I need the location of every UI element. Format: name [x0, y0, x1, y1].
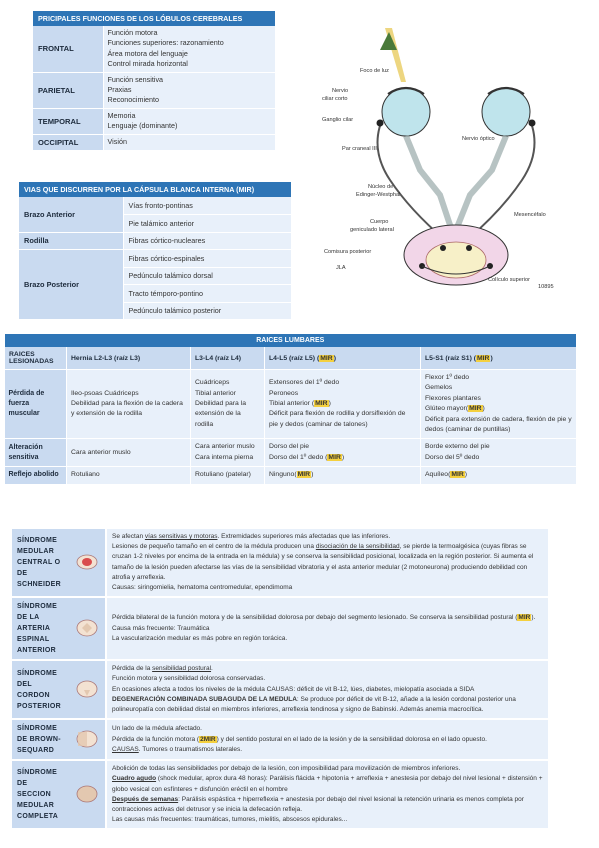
- label-nervio-optico: Nervio óptico: [462, 136, 495, 142]
- cell-reflejo-l4: Rotuliano (patelar): [191, 467, 265, 484]
- spinal-cord-icon: [68, 719, 106, 760]
- header-l4: L3-L4 (raíz L4): [191, 347, 265, 370]
- function-item: Área motora del lenguaje: [107, 48, 188, 58]
- function-item: Función sensitiva: [107, 74, 164, 84]
- cell-sensitiva-l3: Cara anterior muslo: [67, 439, 191, 467]
- label-comisura: Comisura posterior: [324, 249, 372, 255]
- header-l5: L4-L5 (raíz L5) (MIR): [265, 347, 421, 370]
- sindrome-description: Abolición de todas las sensibilidades por debajo de la lesión, con imposibilidad para movilización de miembros inferiores. Cuadro agudo (shock medular, aprox dura 48 horas): Parálisis flácida + hipotonía + arreflexia + anestesia por debajo del nivel lesional + distensión + globo vesical con esfínteres + disfunción eréctil en el hombre Después de semanas: Parálisis espástica + hiperreflexia + anestesia por debajo del nivel lesional la retención urinaria es menos completa por contracciones activas del detrusor y se inicia la defecación refleja. Las causas más frecuentes: traumáticas, tumores, mielitis, abscesos epidurales...: [106, 760, 548, 829]
- spinal-cord-icon: [68, 597, 106, 660]
- label-coliculo: Colículo superior: [488, 277, 530, 283]
- function-item: Control mirada horizontal: [107, 59, 188, 69]
- cell-sensitiva-s1: Borde externo del pie Dorso del 5º dedo: [421, 439, 577, 467]
- lobe-occipital: OCCIPITAL: [33, 134, 103, 150]
- sindrome-description: Pérdida de la sensibilidad postural. Función motora y sensibilidad dolorosa conservadas. En ocasiones afecta a todos los niveles de la médula CAUSAS: déficit de vit B-12, lúes, diabetes, mielopatía asociada a SIDA DEGENERACIÓN COMBINADA SUBAGUDA DE LA MEDULA: Se produce por déficit de vit B-12, añade a la lesión cordonal posterior una polineuropatía con debilidad distal en miembros inferiores, arreflexia tendinosa y signo de Babinski. Además anemia macrocítica.: [106, 660, 548, 719]
- spinal-cord-icon: [68, 660, 106, 719]
- label-nervio-ciliar-1: Nervio: [332, 88, 349, 94]
- cell-perdida-l4: Cuádriceps Tibial anterior Debilidad para la extensión de la rodilla: [191, 370, 265, 439]
- row-label-reflejo: Reflejo abolido: [5, 467, 67, 484]
- sindrome-name: SÍNDROME MEDULAR CENTRAL O DE SCHNEIDER: [12, 529, 68, 597]
- rodilla-label: Rodilla: [19, 232, 123, 250]
- label-ganglio: Ganglio cilar: [322, 117, 354, 123]
- header-raices: RAICES LESIONADAS: [5, 347, 67, 370]
- pupillary-reflex-diagram: [310, 20, 570, 295]
- lobes-table: [33, 11, 275, 151]
- label-nervio-ciliar-2: ciliar corto: [322, 96, 348, 102]
- function-item: Praxias: [107, 85, 132, 95]
- lobe-temporal-functions: [103, 108, 275, 134]
- label-nucleo-1: Núcleo de: [368, 184, 394, 190]
- sindrome-name: SÍNDROME DE LA ARTERIA ESPINAL ANTERIOR: [12, 597, 68, 660]
- lobe-parietal: PARIETAL: [33, 72, 103, 108]
- mir-badge: MIR: [328, 453, 341, 461]
- function-item: Memoria: [107, 110, 136, 120]
- label-corner: JLA: [336, 265, 346, 271]
- label-mesencefalo: Mesencéfalo: [514, 212, 546, 218]
- mir-badge: MIR: [477, 354, 490, 362]
- mir-badge: MIR: [297, 471, 311, 479]
- lobe-frontal: FRONTAL: [33, 26, 103, 72]
- lobes-title: PRICIPALES FUNCIONES DE LOS LÓBULOS CEREBRALES: [33, 11, 275, 26]
- via-item: Pie talámico anterior: [123, 215, 291, 233]
- sindromes-table: [12, 529, 548, 830]
- label-foco: Foco de luz: [360, 68, 389, 74]
- cell-perdida-l3: Ileo-psoas Cuádriceps Debilidad para la flexión de la cadera y extensión de la rodilla: [67, 370, 191, 439]
- mir-badge: MIR: [315, 400, 328, 408]
- mir-badge: MIR: [320, 354, 333, 362]
- brazo-anterior-label: Brazo Anterior: [19, 197, 123, 232]
- lobe-temporal: TEMPORAL: [33, 108, 103, 134]
- vias-title: VIAS QUE DISCURREN POR LA CÁPSULA BLANCA INTERNA (MIR): [19, 182, 291, 197]
- ganglio-ciliar-right: [529, 120, 536, 127]
- row-label-perdida: Pérdida de fuerza muscular: [5, 370, 67, 439]
- brazo-posterior-label: Brazo Posterior: [19, 250, 123, 320]
- sindrome-description: Un lado de la médula afectado. Pérdida de la función motora (2MIR) y del sentido postural en el lado de la lesión y de la sensibilidad dolorosa en el lado opuesto. CAUSAS. Tumores o traumatismos laterales.: [106, 719, 548, 760]
- via-item: Vías fronto-pontinas: [123, 197, 291, 215]
- edinger-westphal-right: [466, 245, 472, 251]
- sindrome-description: Se afectan vías sensitivas y motoras. Extremidades superiores más afectadas que las inferiores. Lesiones de pequeño tamaño en el centro de la médula producen una disociación de la sensibilidad, se pierde la termoalgésica (cuyas fibras se cruzan 1-2 niveles por encima de la entrada en la médula) y se conserva la sensibilidad posicional, localizada en la región posterior. Si aumenta el tamaño de la lesión pueden afectarse las vías de la sensibilidad vibratoria y el asta anterior medular (2 motoneurona) produciendo debilidad con atrofia y arreflexia. Causas: siringomielia, hematoma centromedular, ependimoma: [106, 529, 548, 597]
- label-cuerpo-2: geniculado lateral: [350, 227, 394, 233]
- via-item: Pedúnculo talámico posterior: [123, 302, 291, 320]
- edinger-westphal-left: [440, 245, 446, 251]
- lobe-frontal-functions: [103, 26, 275, 72]
- mir-badge: MIR: [469, 405, 482, 413]
- header-s1: L5-S1 (raíz S1) (MIR): [421, 347, 577, 370]
- cell-reflejo-l5: Ninguno(MIR): [265, 467, 421, 484]
- midbrain-core: [426, 242, 486, 278]
- spinal-cord-icon: [68, 529, 106, 597]
- label-cuerpo-1: Cuerpo: [370, 219, 389, 225]
- sindrome-name: SÍNDROME DE BROWN-SEQUARD: [12, 719, 68, 760]
- lobe-occipital-functions: [103, 134, 275, 150]
- raices-title: RAICES LUMBARES: [5, 334, 577, 347]
- header-l3: Hernia L2-L3 (raíz L3): [67, 347, 191, 370]
- left-eye: [382, 88, 430, 136]
- label-code: 10895: [538, 284, 554, 290]
- lobe-parietal-functions: [103, 72, 275, 108]
- ganglio-ciliar-left: [377, 120, 384, 127]
- label-par-craneal: Par craneal III: [342, 146, 377, 152]
- function-item: Reconocimiento: [107, 95, 160, 105]
- cell-perdida-l5: Extensores del 1º dedo Peroneos Tibial anterior (MIR) Déficit para flexión de rodilla y dorsiflexión de pie y dedos (caminar de talones): [265, 370, 421, 439]
- vias-table: [19, 182, 291, 320]
- function-item: Función motora: [107, 28, 158, 37]
- via-item: Tracto témporo-pontino: [123, 285, 291, 303]
- via-item: Fibras córtico-espinales: [123, 250, 291, 268]
- cell-perdida-s1: Flexor 1º dedo Gemelos Flexores plantares Glúteo mayor(MIR) Déficit para extensión de cadera, flexión de pie y dedos (caminar de puntillas): [421, 370, 577, 439]
- row-label-sensitiva: Alteración sensitiva: [5, 439, 67, 467]
- cell-sensitiva-l4: Cara anterior muslo Cara interna pierna: [191, 439, 265, 467]
- mir-badge: 2MIR: [200, 735, 216, 743]
- function-item: Funciones superiores: razonamiento: [107, 38, 224, 48]
- sindrome-name: SÍNDROME DEL CORDON POSTERIOR: [12, 660, 68, 719]
- sindrome-name: SÍNDROME DE SECCION MEDULAR COMPLETA: [12, 760, 68, 829]
- function-item: Visión: [107, 136, 127, 146]
- sindrome-description: Pérdida bilateral de la función motora y de la sensibilidad dolorosa por debajo del segmento lesionado. Se conserva la sensibilidad postural (MIR). Causa más frecuente: Traumática La vascularización medular es más pobre en región torácica.: [106, 597, 548, 660]
- spinal-cord-icon: [68, 760, 106, 829]
- label-nucleo-2: Edinger-Westphal: [356, 192, 401, 198]
- via-item: Fibras córtico-nucleares: [123, 232, 291, 250]
- cell-reflejo-l3: Rotuliano: [67, 467, 191, 484]
- raices-table: [4, 334, 576, 484]
- cell-reflejo-s1: Aquíleo MIR): [421, 467, 577, 484]
- function-item: Lenguaje (dominante): [107, 121, 178, 131]
- mir-badge: MIR: [518, 614, 531, 622]
- via-item: Pedúnculo talámico dorsal: [123, 267, 291, 285]
- mir-badge: MIR: [451, 471, 464, 479]
- right-eye: [482, 88, 530, 136]
- cell-sensitiva-l5: Dorso del pie Dorso del 1º dedo (MIR): [265, 439, 421, 467]
